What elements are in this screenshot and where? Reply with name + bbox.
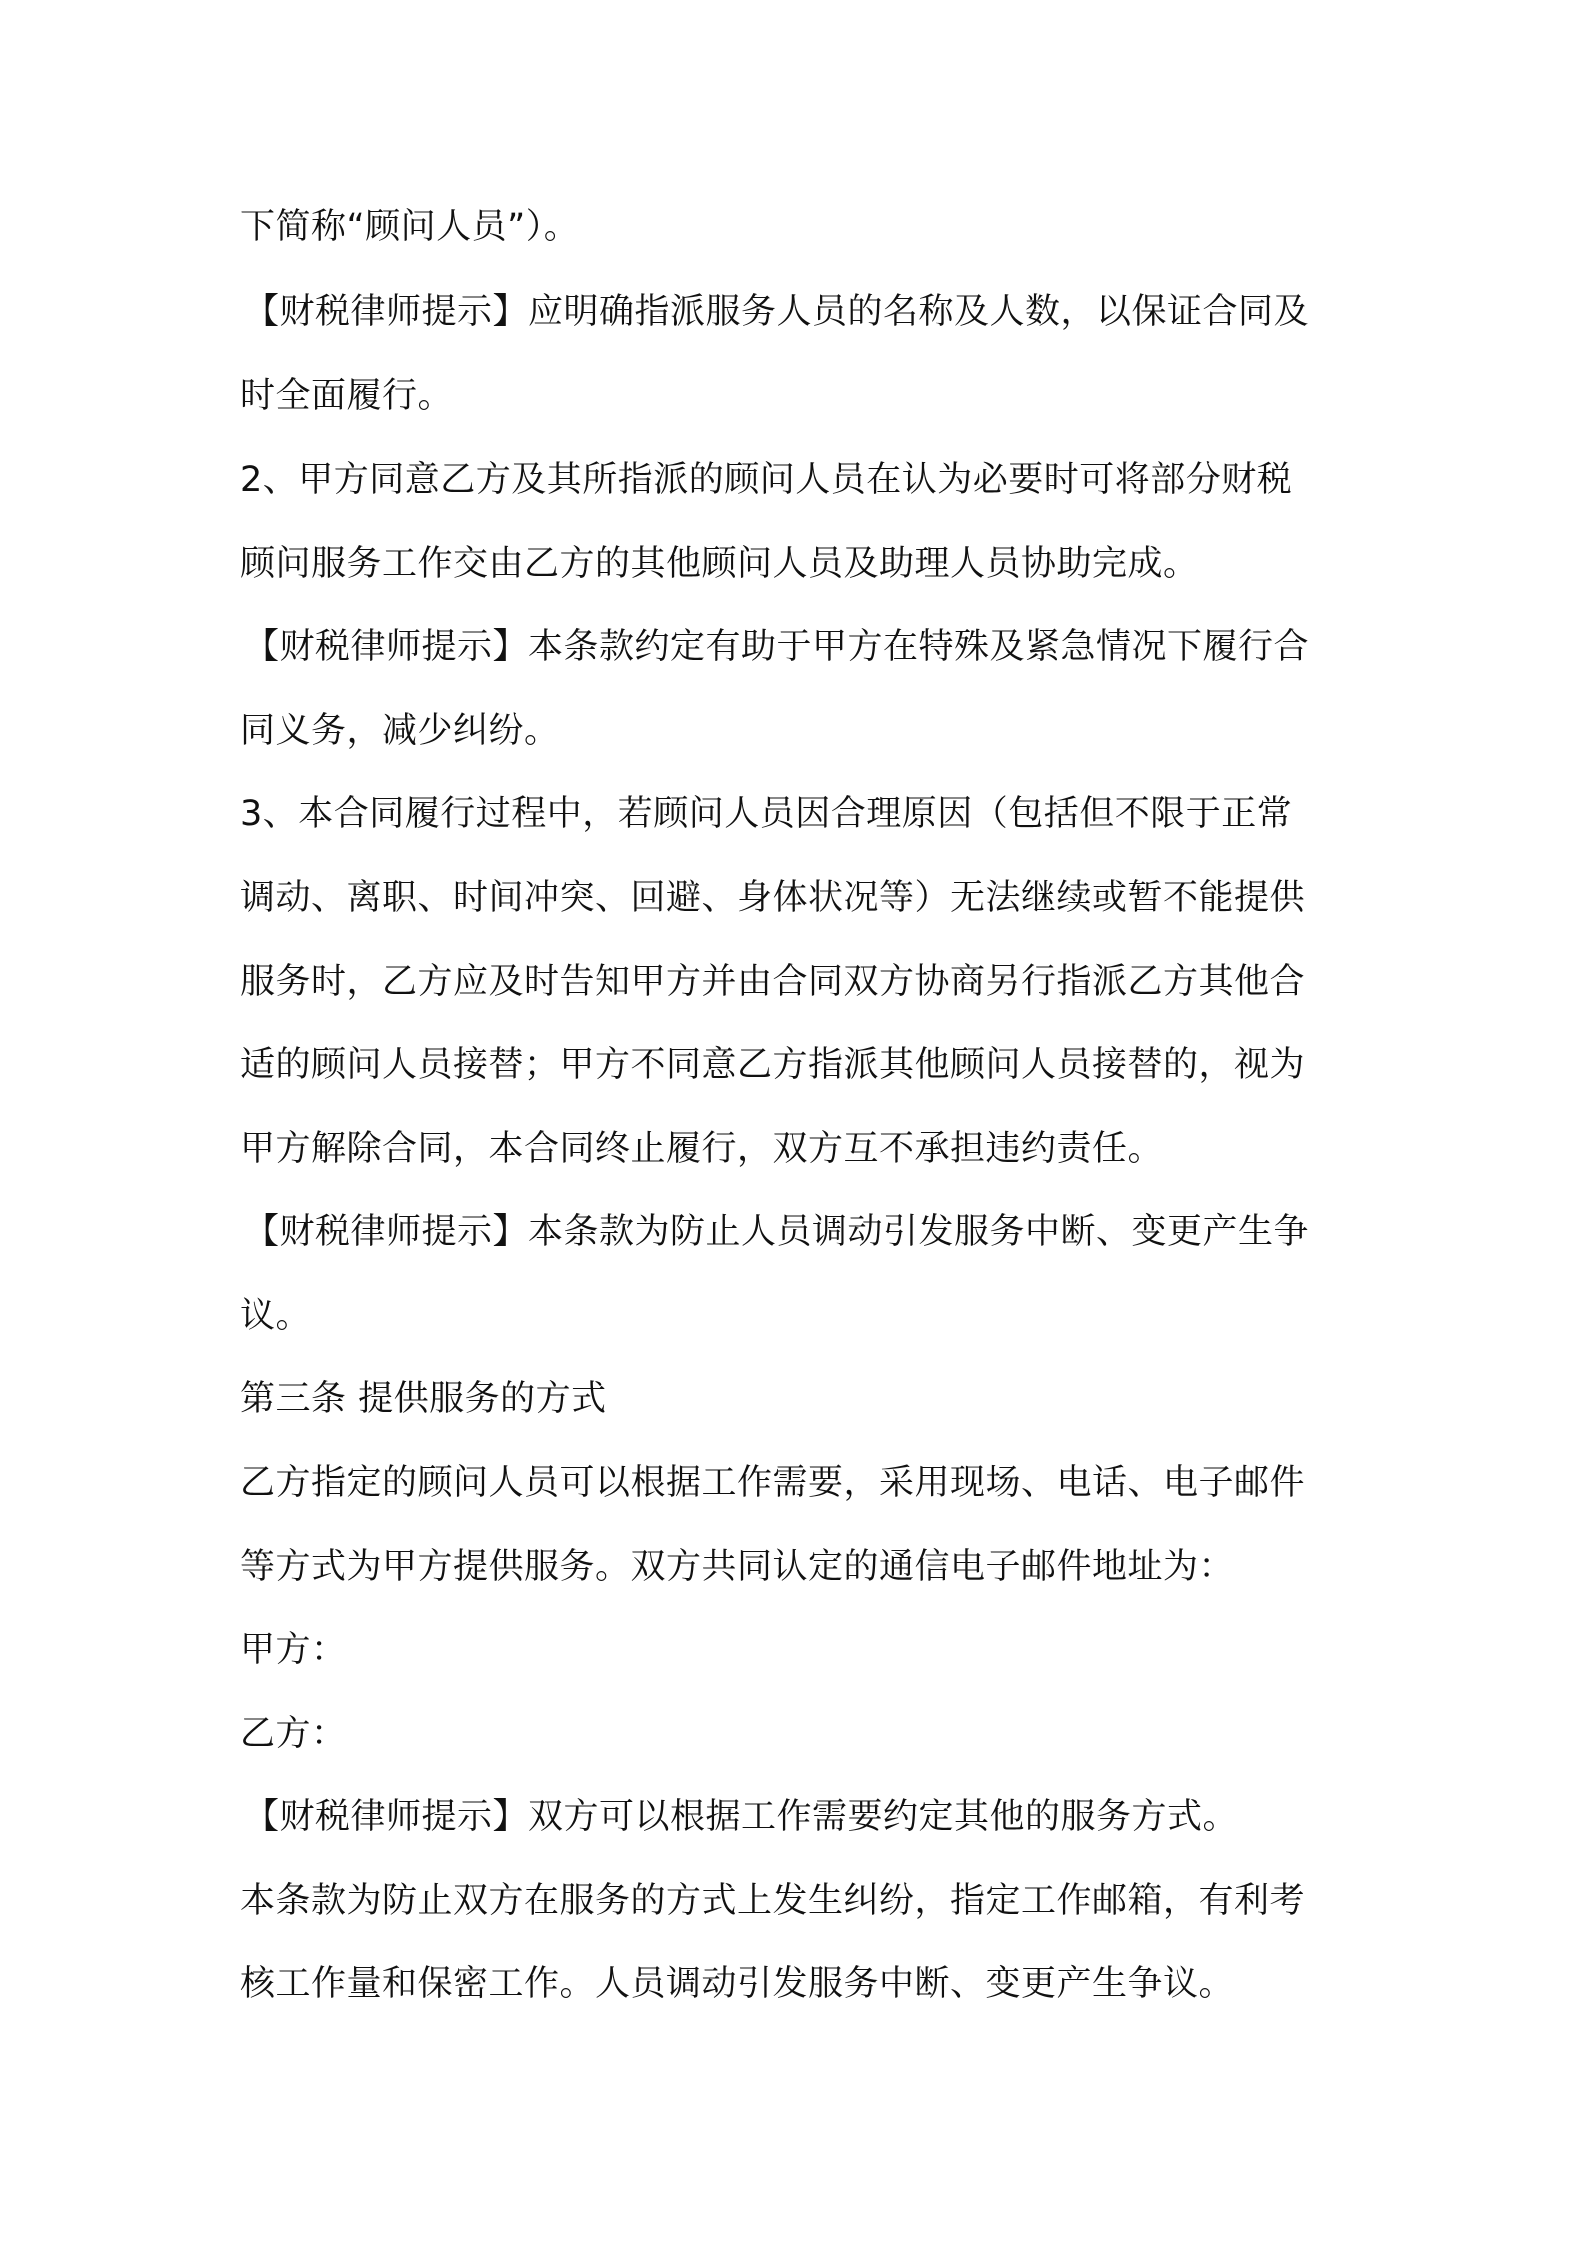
clause-3-line: 3、本合同履行过程中，若顾问人员因合理原因（包括但不限于正常 <box>240 794 1293 834</box>
text-line: 适的顾问人员接替；甲方不同意乙方指派其他顾问人员接替的，视为 <box>240 1045 1306 1085</box>
text-line: 议。 <box>240 1296 312 1336</box>
text-line: 时全面履行。 <box>240 376 454 416</box>
text-line: 顾问服务工作交由乙方的其他顾问人员及助理人员协助完成。 <box>240 544 1199 584</box>
text-line: 等方式为甲方提供服务。双方共同认定的通信电子邮件地址为： <box>240 1547 1235 1587</box>
text-line: 核工作量和保密工作。人员调动引发服务中断、变更产生争议。 <box>240 1964 1235 2004</box>
party-b-email-label: 乙方： <box>240 1714 347 1754</box>
lawyer-tip-line: 【财税律师提示】应明确指派服务人员的名称及人数，以保证合同及 <box>244 292 1310 332</box>
article-3-heading: 第三条 提供服务的方式 <box>240 1379 607 1419</box>
text-line: 甲方解除合同，本合同终止履行，双方互不承担违约责任。 <box>240 1129 1164 1169</box>
text-line: 下简称“顾问人员”）。 <box>240 207 580 247</box>
lawyer-tip-line: 【财税律师提示】双方可以根据工作需要约定其他的服务方式。 <box>244 1797 1239 1837</box>
text-line: 乙方指定的顾问人员可以根据工作需要，采用现场、电话、电子邮件 <box>240 1463 1306 1503</box>
text-line: 调动、离职、时间冲突、回避、身体状况等）无法继续或暂不能提供 <box>240 878 1306 918</box>
text-line: 服务时，乙方应及时告知甲方并由合同双方协商另行指派乙方其他合 <box>240 962 1306 1002</box>
lawyer-tip-line: 【财税律师提示】本条款为防止人员调动引发服务中断、变更产生争 <box>244 1212 1310 1252</box>
text-line: 本条款为防止双方在服务的方式上发生纠纷，指定工作邮箱，有利考 <box>240 1881 1306 1921</box>
lawyer-tip-line: 【财税律师提示】本条款约定有助于甲方在特殊及紧急情况下履行合 <box>244 627 1310 667</box>
clause-2-line: 2、甲方同意乙方及其所指派的顾问人员在认为必要时可将部分财税 <box>240 460 1293 500</box>
text-line: 同义务，减少纠纷。 <box>240 711 560 751</box>
party-a-email-label: 甲方： <box>240 1630 347 1670</box>
